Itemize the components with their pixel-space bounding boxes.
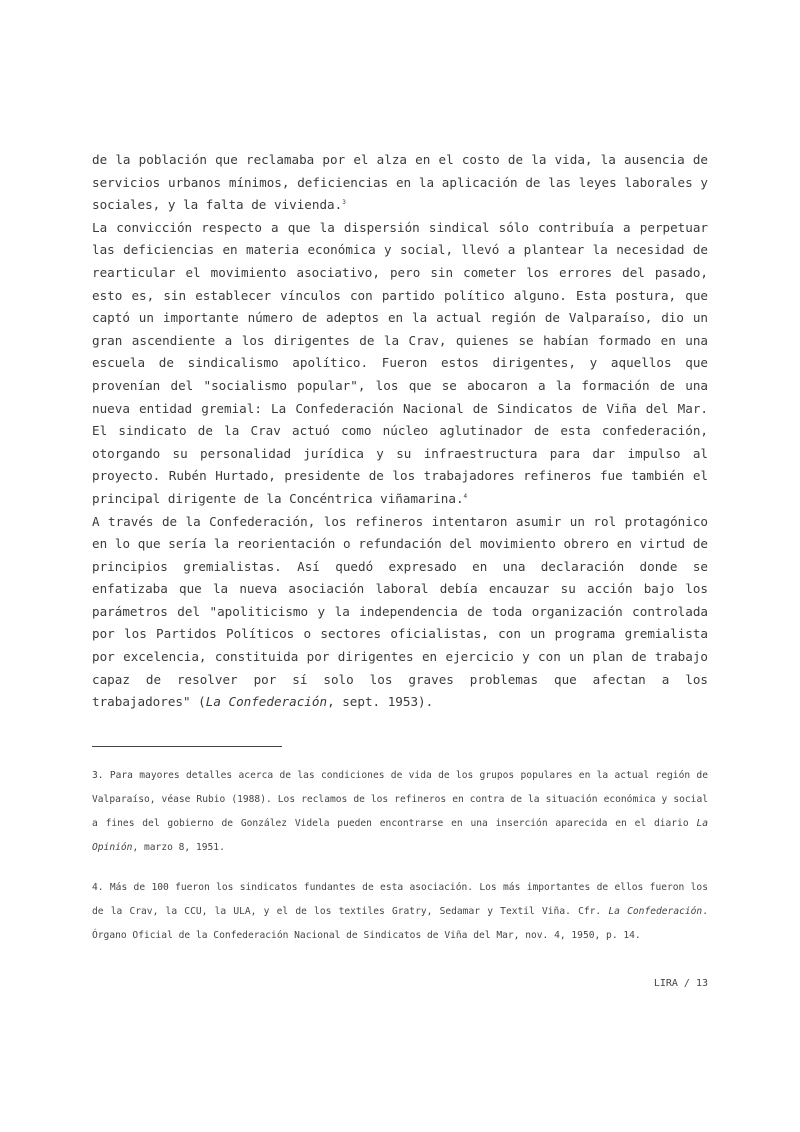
paragraph-1 [92, 149, 708, 217]
footnote-3-tail: , marzo 8, 1951. [132, 842, 225, 853]
paragraph-1-text: de la población que reclamaba por el alza en el costo de la vida, la ausencia de servicios urbanos mínimos, deficiencias en la aplicación de las leyes laborales y sociales, y la falta de vivienda. [92, 152, 708, 213]
paragraph-2-text: La convicción respecto a que la dispersión sindical sólo contribuía a perpetuar las deficiencias en materia económica y social, llevó a plantear la necesidad de rearticular el movimiento asociativo, pero sin cometer los errores del pasado, esto es, sin establecer vínculos con partido político alguno. Esta postura, que captó un importante número de adeptos en la actual región de Valparaíso, dio un gran ascendiente a los dirigentes de la Crav, quienes se habían formado en una escuela de sindicalismo apolítico. Fueron estos dirigentes, y aquellos que provenían del "socialismo popular", los que se abocaron a la formación de una nueva entidad gremial: La Confederación Nacional de Sindicatos de Viña del Mar. El sindicato de la Crav actuó como núcleo aglutinador de esta confederación, otorgando su personalidad jurídica y su infraestructura para dar impulso al proyecto. Rubén Hurtado, presidente de los trabajadores refineros fue también el principal dirigente de la Concéntrica viñamarina. [92, 219, 708, 506]
footnotes [92, 764, 708, 964]
footnote-4-text: 4. Más de 100 fueron los sindicatos fundantes de esta asociación. Los más importantes de ellos fueron los de la Crav, la CCU, la ULA, y el de los textiles Gratry, Sedamar y Textil Viña. Cfr. [92, 882, 708, 917]
footnote-ref-3[interactable]: 3 [342, 199, 346, 207]
footnote-ref-4[interactable]: 4 [463, 492, 468, 500]
body-text [92, 149, 708, 714]
citation-rest: , sept. 1953). [327, 694, 434, 710]
footnote-3 [92, 764, 708, 860]
footnote-3-text: 3. Para mayores detalles acerca de las condiciones de vida de los grupos populares en la actual región de Valparaíso, véase Rubio (1988). Los reclamos de los refineros en contra de la situación económica y social a fines del gobierno de González Videla pueden encontrarse en una inserción aparecida en el diario [92, 770, 708, 829]
footnote-4-tail: . Órgano Oficial de la Confederación Nacional de Sindicatos de Viña del Mar, nov. 4, 1950, p. 14. [92, 906, 708, 941]
footnote-divider [92, 746, 282, 747]
citation-title: La Confederación [205, 694, 328, 710]
paragraph-3-text: A través de la Confederación, los refineros intentaron asumir un rol protagónico en lo que sería la reorientación o refundación del movimiento obrero en virtud de principios gremialistas. Así quedó expresado en una declaración donde se enfatizaba que la nueva asociación laboral debía encauzar su acción bajo los parámetros del "apoliticismo y la independencia de toda organización controlada por los Partidos Políticos o sectores oficialistas, con un programa gremialista por excelencia, constituida por dirigentes en ejercicio y con un plan de trabajo capaz de resolver por sí solo los graves problemas que afectan a los trabajadores" ( [92, 513, 708, 710]
page-folio: LIRA / 13 [653, 978, 708, 989]
footnote-4 [92, 876, 708, 948]
footnote-4-title: La Confederación [608, 906, 703, 917]
footnote-3-title: La Opinión [92, 818, 708, 853]
paragraph-3 [92, 511, 708, 714]
paragraph-2 [92, 217, 708, 511]
